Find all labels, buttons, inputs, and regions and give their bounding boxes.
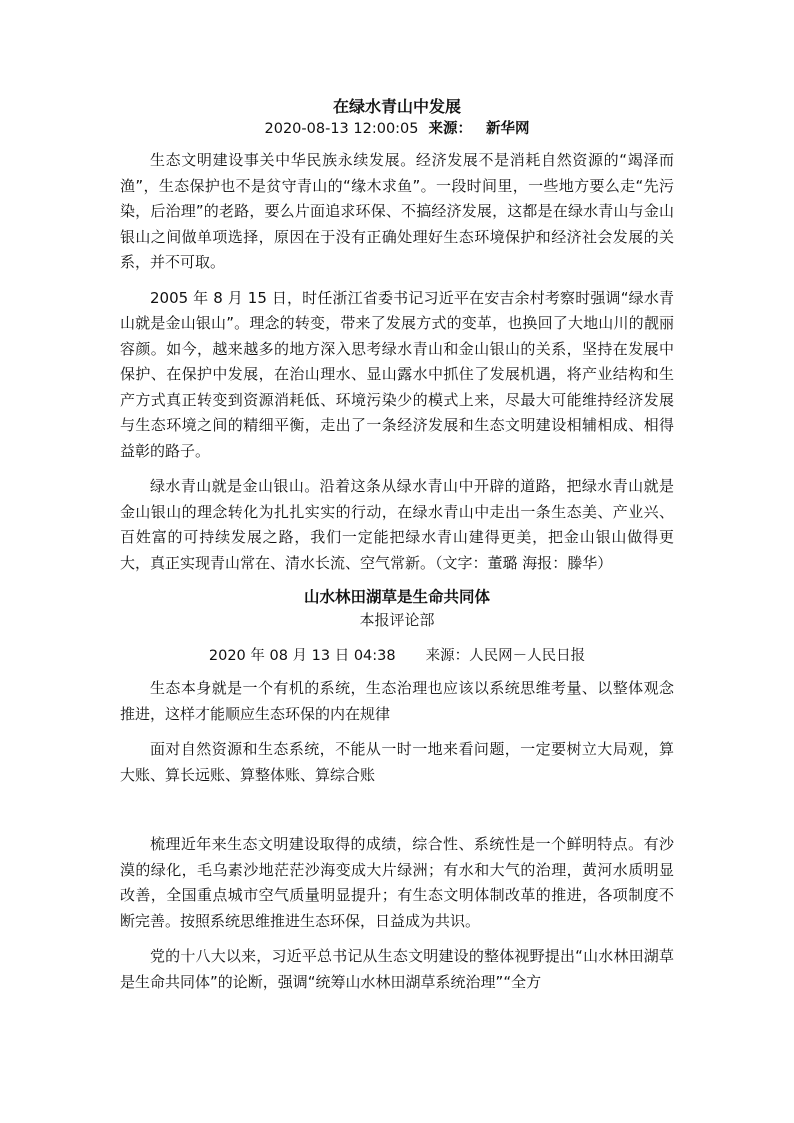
- article1-title: 在绿水青山中发展: [332, 97, 461, 116]
- article2-paragraph-4: 党的十八大以来，习近平总书记从生态文明建设的整体视野提出“山水林田湖草是生命共同体”的论断，强调“统筹山水林田湖草系统治理”“全方: [120, 947, 674, 991]
- article2-subtitle: 本报评论部: [359, 611, 435, 629]
- document-content: [120, 96, 674, 1005]
- article2-paragraph-1: 生态本身就是一个有机的系统，生态治理也应该以系统思维考量、以整体观念推进，这样才能顺应生态环保的内在规律: [120, 679, 674, 723]
- article2-paragraph-3: 梳理近年来生态文明建设取得的成绩，综合性、系统性是一个鲜明特点。有沙漠的绿化，毛乌素沙地茫茫沙海变成大片绿洲；有水和大气的治理，黄河水质明显改善，全国重点城市空气质量明显提升；有生态文明体制改革的推进，各项制度不断完善。按照系统思维推进生态环保，日益成为共识。: [120, 835, 674, 930]
- article2-paragraph-2: 面对自然资源和生态系统，不能从一时一地来看问题，一定要树立大局观，算大账、算长远账、算整体账、算综合账: [120, 740, 674, 784]
- article2-datetime: 2020 年 08 月 13 日 04:38: [208, 648, 396, 664]
- paragraph-gap: [120, 798, 674, 832]
- article1-paragraph-2: 2005 年 8 月 15 日，时任浙江省委书记习近平在安吉余村考察时强调“绿水青山就是金山银山”。理念的转变，带来了发展方式的变革，也换回了大地山川的靓丽容颜。如今，越来越多的地方深入思考绿水青山和金山银山的关系，坚持在发展中保护、在保护中发展，在治山理水、显山露水中抓住了发展机遇，将产业结构和生产方式真正转变到资源消耗低、环境污染少的模式上来，尽最大可能维持经济发展与生态环境之间的精细平衡，走出了一条经济发展和生态文明建设相辅相成、相得益彰的路子。: [120, 288, 674, 460]
- article2-title: 山水林田湖草是生命共同体: [303, 588, 490, 606]
- article1-meta: [120, 118, 674, 140]
- article1-source-label: 来源：: [428, 121, 472, 137]
- article2-meta: [120, 644, 674, 668]
- article1-source-name: 新华网: [486, 121, 530, 137]
- article1-paragraph-1: 生态文明建设事关中华民族永续发展。经济发展不是消耗自然资源的“竭泽而渔”，生态保护也不是贫守青山的“缘木求鱼”。一段时间里，一些地方要么走“先污染，后治理”的老路，要么片面追求环保、不搞经济发展，这都是在绿水青山与金山银山之间做单项选择，原因在于没有正确处理好生态环境保护和经济社会发展的关系，并不可取。: [120, 151, 674, 271]
- article1-paragraph-3: 绿水青山就是金山银山。沿着这条从绿水青山中开辟的道路，把绿水青山就是金山银山的理念转化为扎扎实实的行动，在绿水青山中走出一条生态美、产业兴、百姓富的可持续发展之路，我们一定能把绿水青山建得更美，把金山银山做得更大，真正实现青山常在、清水长流、空气常新。（文字：董璐 海报：滕华）: [120, 477, 674, 572]
- article2-source: 来源：人民网－人民日报: [425, 648, 586, 664]
- article1-datetime: 2020-08-13 12:00:05: [264, 121, 419, 137]
